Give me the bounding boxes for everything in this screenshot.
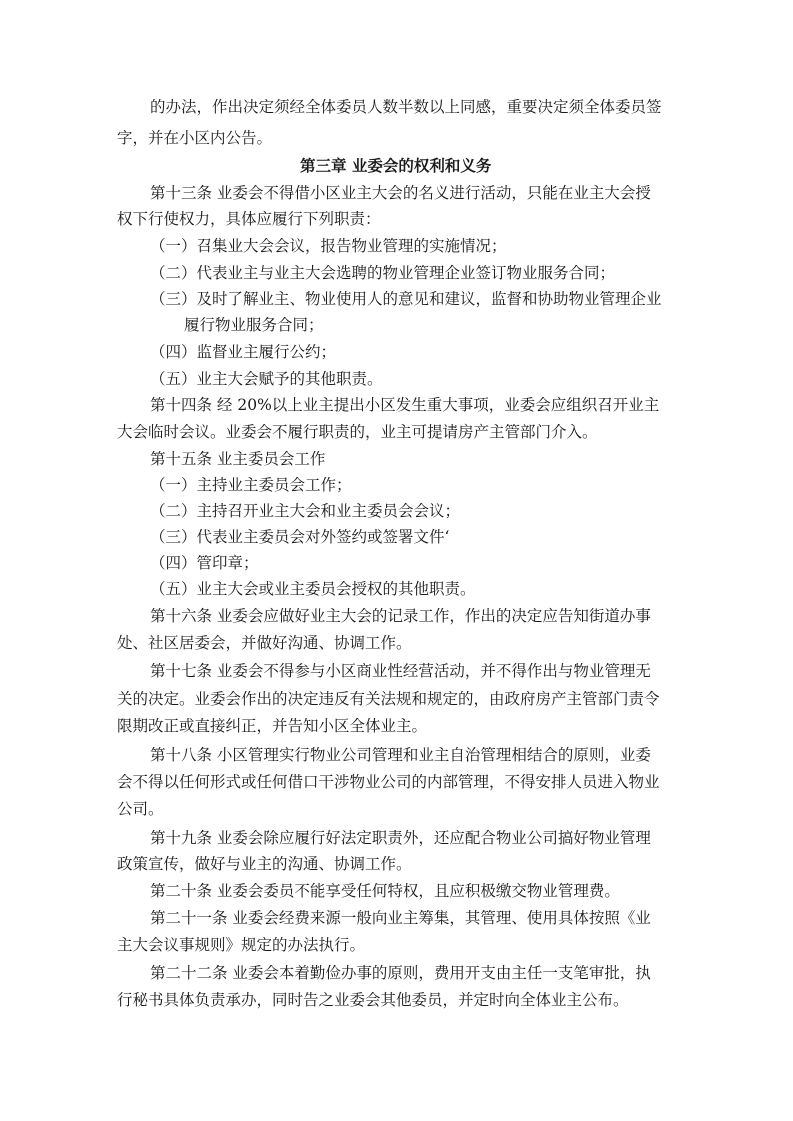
text-line: 字，并在小区内公告。 — [117, 129, 273, 147]
text-line: 第二十一条 业委会经费来源一般向业主筹集，其管理、使用具体按照《业 — [150, 909, 651, 927]
text-line: 第二十二条 业委会本着勤俭办事的原则，费用开支由主任一支笔审批，执 — [150, 964, 651, 982]
list-item: （三）及时了解业主、物业使用人的意见和建议，监督和协助物业管理企业 — [150, 290, 662, 308]
text-line: 第十七条 业委会不得参与小区商业性经营活动，并不得作出与物业管理无 — [150, 662, 651, 680]
text-line: 第二十条 业委会委员不能享受任何特权，且应积极缴交物业管理费。 — [150, 882, 620, 900]
text-line: 行秘书具体负责承办，同时告之业委会其他委员，并定时向全体业主公布。 — [117, 991, 629, 1009]
list-item: （一）主持业主委员会工作； — [150, 476, 352, 494]
list-item: （二）主持召开业主大会和业主委员会会议； — [150, 502, 461, 520]
list-item: （一）召集业大会会议，报告物业管理的实施情况； — [150, 237, 507, 255]
text-line: 主大会议事规则》规定的办法执行。 — [117, 936, 366, 954]
text-line: 第十八条 小区管理实行物业公司管理和业主自治管理相结合的原则，业委 — [150, 746, 651, 764]
text-line: 政策宣传，做好与业主的沟通、协调工作。 — [117, 855, 412, 873]
text-line: 关的决定。业委会作出的决定违反有关法规和规定的，由政府房产主管部门责令 — [117, 690, 660, 708]
list-item: （三）代表业主委员会对外签约或签署文件‘ — [150, 528, 450, 546]
text-line: 第十九条 业委会除应履行好法定职责外，还应配合物业公司搞好物业管理 — [150, 829, 651, 847]
text-line: 会不得以任何形式或任何借口干涉物业公司的内部管理，不得安排人员进入物业 — [117, 773, 660, 791]
text-line: 第十四条 经 20%以上业主提出小区发生重大事项，业委会应组织召开业主 — [150, 396, 660, 414]
list-item: （二）代表业主与业主大会选聘的物业管理企业签订物业服务合同； — [150, 264, 616, 282]
list-item-continuation: 履行物业服务合同； — [184, 316, 324, 334]
text-line: 第十六条 业委会应做好业主大会的记录工作，作出的决定应告知街道办事 — [150, 607, 651, 625]
chapter-heading: 第三章 业委会的权利和义务 — [300, 156, 492, 175]
text-line: 大会临时会议。业委会不履行职责的，业主可提请房产主管部门介入。 — [117, 423, 598, 441]
text-line: 第十五条 业主委员会工作 — [150, 450, 326, 468]
list-item: （五）业主大会或业主委员会授权的其他职责。 — [150, 580, 476, 598]
list-item: （四）管印章； — [150, 554, 259, 572]
text-line: 的办法，作出决定须经全体委员人数半数以上同感，重要决定须全体委员签 — [150, 98, 662, 116]
list-item: （五）业主大会赋予的其他职责。 — [150, 370, 383, 388]
text-line: 限期改正或直接纠正，并告知小区全体业主。 — [117, 717, 428, 735]
text-line: 第十三条 业委会不得借小区业主大会的名义进行活动，只能在业主大会授 — [150, 184, 651, 202]
text-line: 权下行使权力，具体应履行下列职责： — [117, 210, 381, 228]
list-item: （四）监督业主履行公约； — [150, 343, 337, 361]
text-line: 公司。 — [117, 800, 164, 818]
text-line: 处、社区居委会，并做好沟通、协调工作。 — [117, 634, 412, 652]
